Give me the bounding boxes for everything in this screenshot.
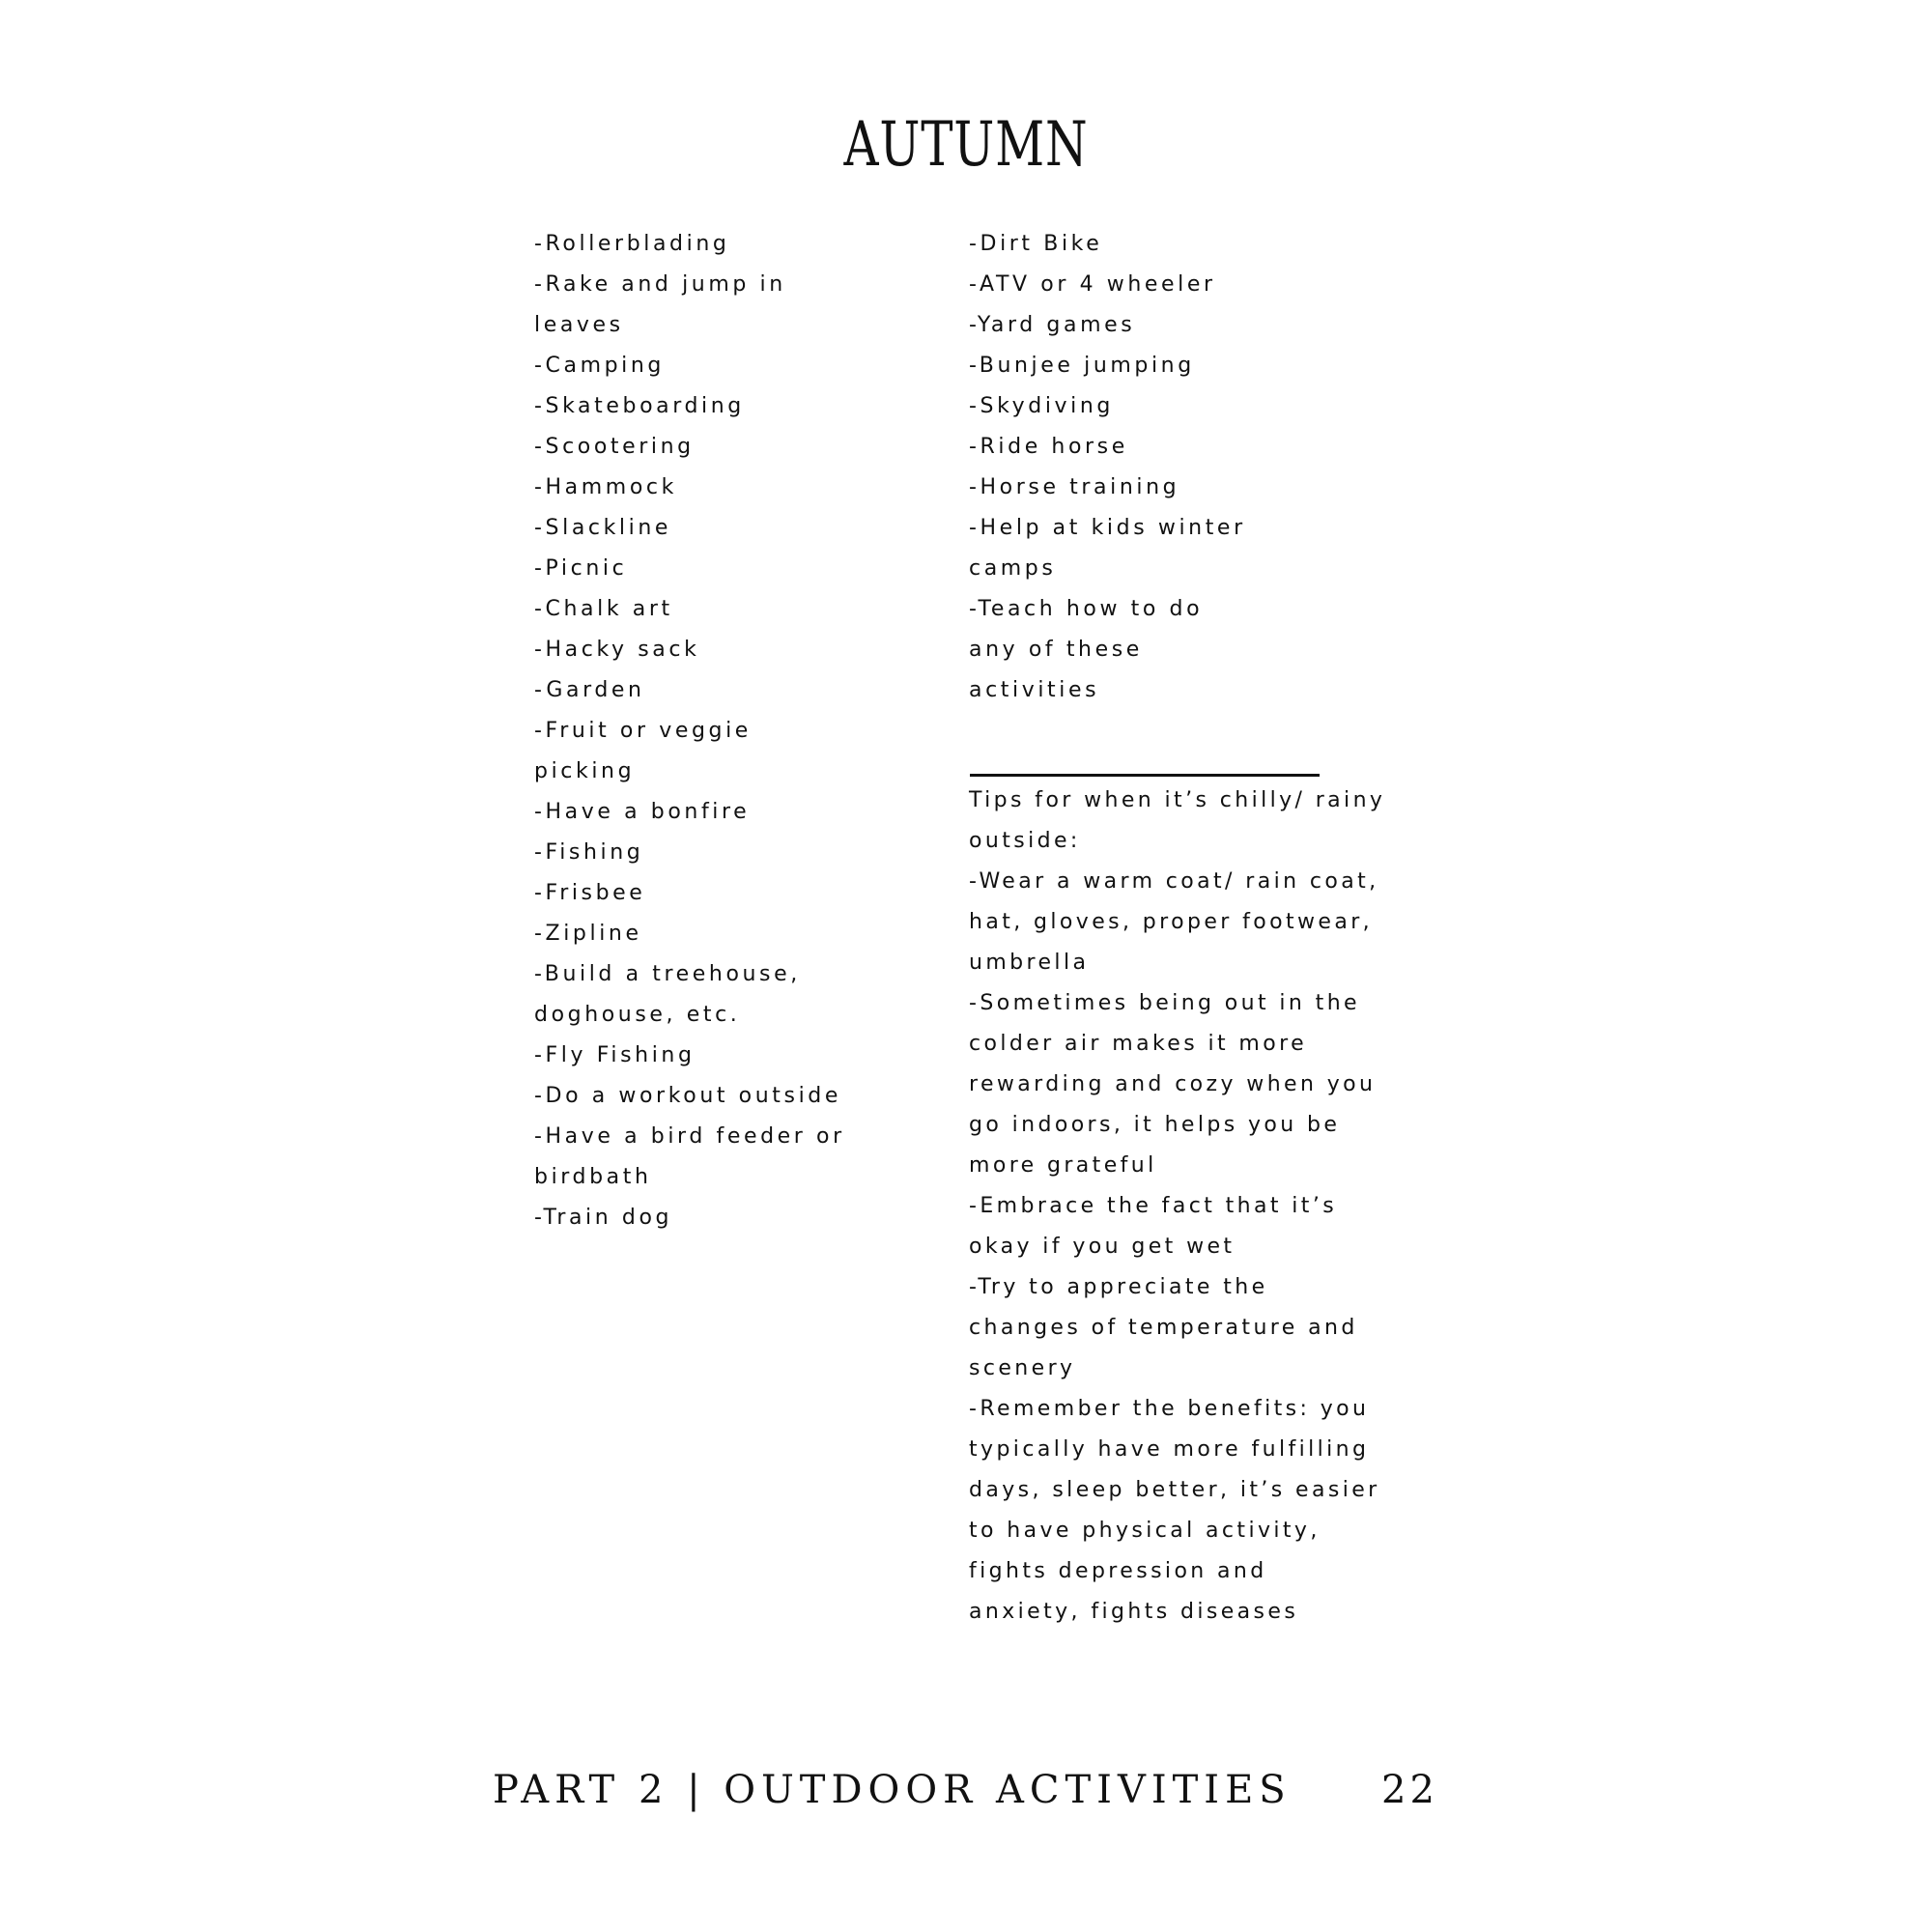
tips-line: changes of temperature and <box>969 1316 1358 1340</box>
tips-section <box>969 781 1413 1633</box>
list-line: -ATV or 4 wheeler <box>969 272 1216 297</box>
list-line: -Skateboarding <box>534 394 745 418</box>
tips-line: days, sleep better, it’s easier <box>969 1478 1380 1502</box>
list-line: -Picnic <box>534 556 628 581</box>
list-line: doghouse, etc. <box>534 1003 741 1027</box>
list-line: -Yard games <box>969 313 1136 337</box>
list-line: -Dirt Bike <box>969 232 1103 256</box>
list-line: -Hacky sack <box>534 638 700 662</box>
list-line: -Rollerblading <box>534 232 730 256</box>
page-number: 22 <box>1381 1768 1438 1812</box>
list-line: -Fruit or veggie <box>534 719 752 743</box>
section-divider <box>970 774 1320 777</box>
page-title: AUTUMN <box>843 109 1089 181</box>
list-line: -Chalk art <box>534 597 673 621</box>
tips-line: rewarding and cozy when you <box>969 1072 1377 1096</box>
list-line: -Zipline <box>534 922 642 946</box>
list-line: -Build a treehouse, <box>534 962 801 986</box>
tips-line: -Sometimes being out in the <box>969 991 1360 1015</box>
list-line: -Have a bird feeder or <box>534 1124 845 1149</box>
list-line: -Bunjee jumping <box>969 354 1195 378</box>
tips-line: go indoors, it helps you be <box>969 1113 1341 1137</box>
list-line: -Scootering <box>534 435 695 459</box>
list-line: birdbath <box>534 1165 652 1189</box>
activity-list-right <box>969 224 1404 711</box>
tips-line: anxiety, fights diseases <box>969 1600 1299 1624</box>
list-line: -Fly Fishing <box>534 1043 696 1067</box>
list-line: picking <box>534 759 636 783</box>
list-line: camps <box>969 556 1057 581</box>
list-line: -Rake and jump in <box>534 272 786 297</box>
tips-line: -Embrace the fact that it’s <box>969 1194 1338 1218</box>
tips-line: Tips for when it’s chilly/ rainy <box>969 788 1386 812</box>
list-line: -Help at kids winter <box>969 516 1246 540</box>
list-line: -Fishing <box>534 840 644 865</box>
list-line: -Have a bonfire <box>534 800 751 824</box>
tips-line: typically have more fulfilling <box>969 1437 1370 1462</box>
tips-line: -Try to appreciate the <box>969 1275 1268 1299</box>
list-line: any of these <box>969 638 1143 662</box>
tips-line: colder air makes it more <box>969 1032 1308 1056</box>
list-line: -Skydiving <box>969 394 1114 418</box>
tips-line: to have physical activity, <box>969 1519 1321 1543</box>
list-line: -Train dog <box>534 1206 673 1230</box>
tips-line: fights depression and <box>969 1559 1267 1583</box>
list-line: -Horse training <box>969 475 1180 499</box>
tips-line: okay if you get wet <box>969 1235 1236 1259</box>
list-line: -Frisbee <box>534 881 646 905</box>
tips-line: hat, gloves, proper footwear, <box>969 910 1374 934</box>
activity-list-left <box>534 224 950 1238</box>
tips-line: outside: <box>969 829 1081 853</box>
tips-line: -Wear a warm coat/ rain coat, <box>969 869 1379 894</box>
tips-line: -Remember the benefits: you <box>969 1397 1370 1421</box>
tips-line: scenery <box>969 1356 1076 1380</box>
list-line: activities <box>969 678 1100 702</box>
list-line: leaves <box>534 313 624 337</box>
list-line: -Ride horse <box>969 435 1128 459</box>
list-line: -Garden <box>534 678 645 702</box>
list-line: -Hammock <box>534 475 677 499</box>
list-line: -Teach how to do <box>969 597 1204 621</box>
footer-section-title: PART 2 | OUTDOOR ACTIVITIES <box>493 1768 1292 1812</box>
list-line: -Slackline <box>534 516 672 540</box>
tips-line: more grateful <box>969 1153 1157 1178</box>
tips-line: umbrella <box>969 951 1090 975</box>
list-line: -Do a workout outside <box>534 1084 841 1108</box>
list-line: -Camping <box>534 354 665 378</box>
